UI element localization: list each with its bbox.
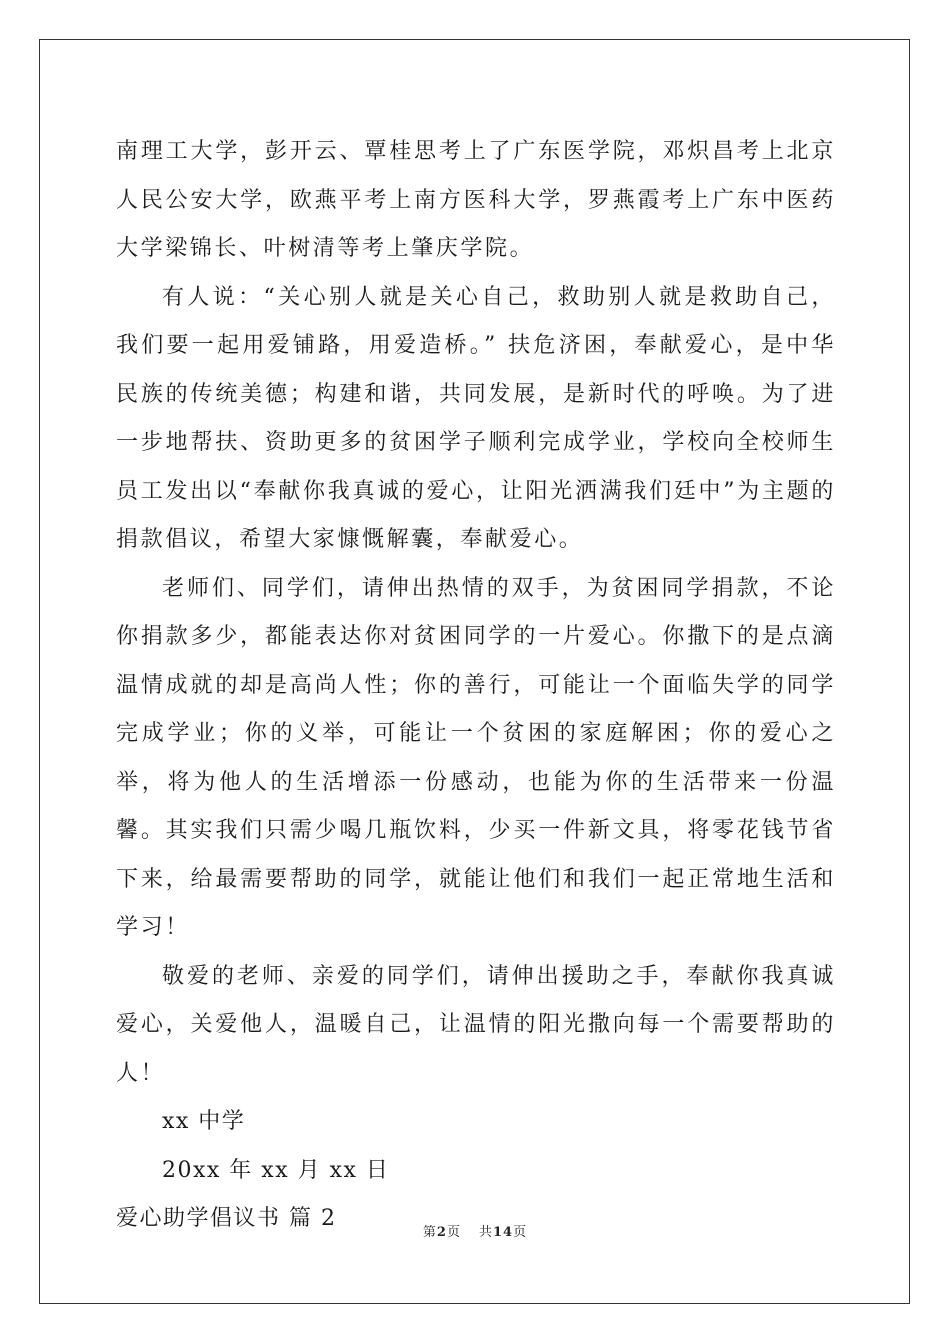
page-footer: [0, 1221, 950, 1240]
paragraph-closing: 敬爱的老师、亲爱的同学们，请伸出援助之手，奉献你我真诚爱心，关爱他人，温暖自己，让温情的阳光撒向每一个需要帮助的人！: [116, 963, 836, 1086]
page-suffix: 页: [446, 1225, 461, 1240]
paragraph-quote: 有人说：“关心别人就是关心自己，救助别人就是救助自己，我们要一起用爱铺路，用爱造桥。” 扶危济困，奉献爱心，是中华民族的传统美德；构建和谐，共同发展，是新时代的呼唤。为了进一步地帮扶、资助更多的贫困学子顺利完成学业，学校向全校师生员工发出以“奉献你我真诚的爱心，让阳光洒满我们廷中”为主题的捐款倡议，希望大家慷慨解囊，奉献爱心。: [116, 284, 836, 552]
page-prefix: 第: [422, 1225, 437, 1240]
paragraph-continued: 南理工大学，彭开云、覃桂思考上了广东医学院，邓炽昌考上北京人民公安大学，欧燕平考上南方医科大学，罗燕霞考上广东中医药大学梁锦长、叶树清等考上肇庆学院。: [116, 139, 836, 261]
total-prefix: 共: [478, 1225, 493, 1240]
date-line: 20xx 年 xx 月 xx 日: [162, 1157, 390, 1183]
paragraph-appeal: 老师们、同学们，请伸出热情的双手，为贫困同学捐款，不论你捐款多少，都能表达你对贫困同学的一片爱心。你撒下的是点滴温情成就的却是高尚人性；你的善行，可能让一个面临失学的同学完成学业；你的义举，可能让一个贫困的家庭解困；你的爱心之举，将为他人的生活增添一份感动，也能为你的生活带来一份温馨。其实我们只需少喝几瓶饮料，少买一件新文具，将零花钱节省下来，给最需要帮助的同学，就能让他们和我们一起正常地生活和学习！: [116, 575, 836, 940]
signature: xx 中学: [162, 1109, 246, 1134]
document-body: [116, 128, 836, 1244]
section-heading: 爱心助学倡议书 篇 2: [116, 1206, 337, 1231]
page-number: 2: [436, 1225, 447, 1240]
total-suffix: 页: [513, 1225, 528, 1240]
total-pages: 14: [492, 1225, 514, 1240]
